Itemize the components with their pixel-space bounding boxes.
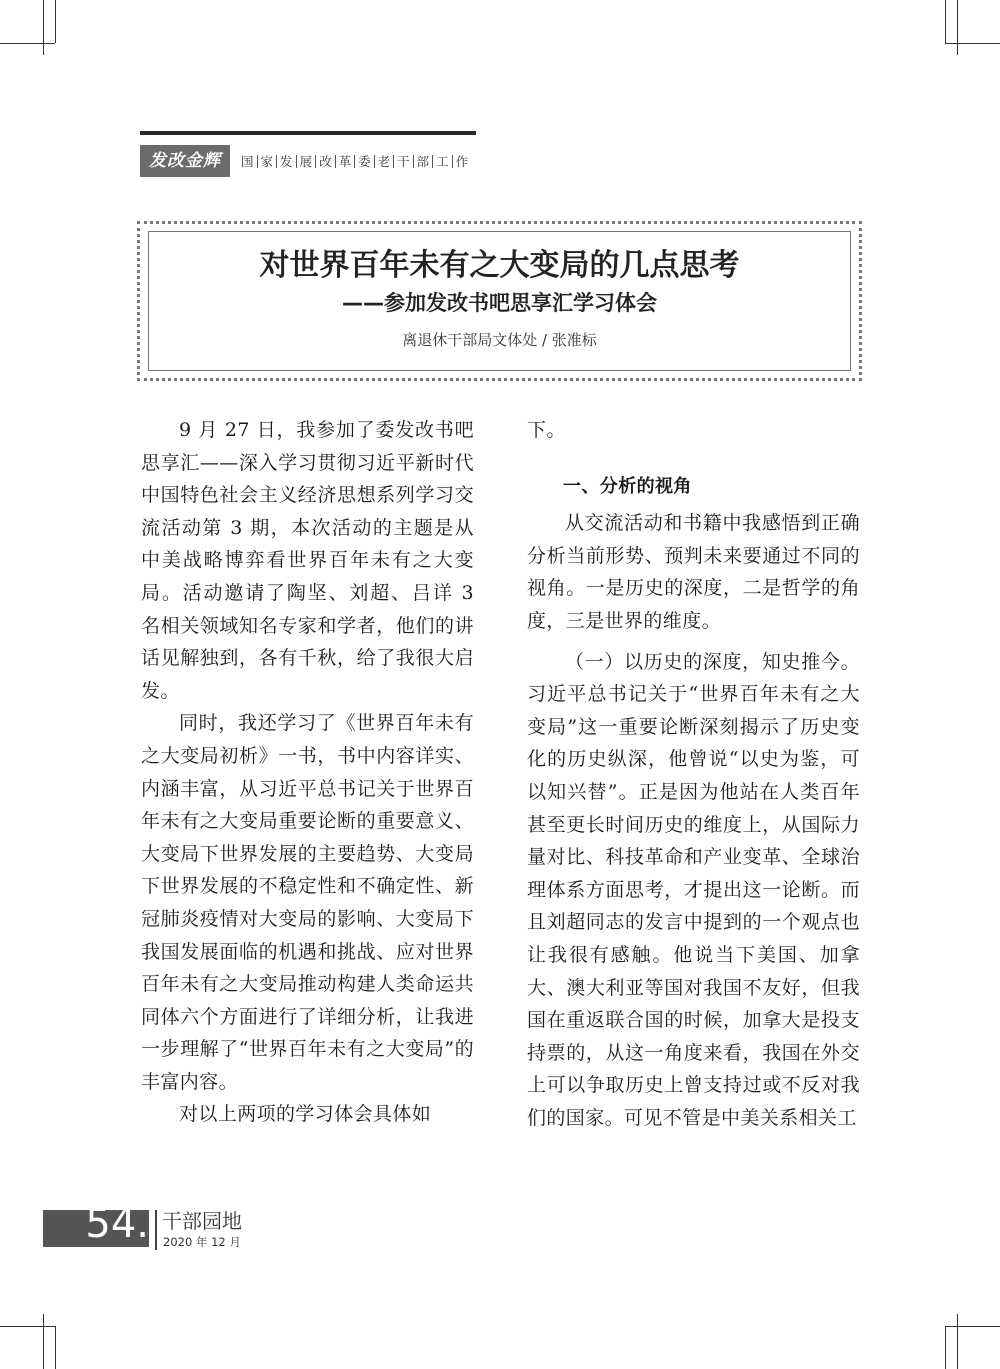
org-char: 革	[336, 155, 356, 168]
org-char: 干	[394, 155, 414, 168]
footer-divider	[155, 1210, 157, 1250]
magazine-name: 干部园地	[162, 1209, 242, 1233]
article-title: 对世界百年未有之大变局的几点思考	[259, 248, 740, 283]
org-char: 国	[238, 155, 258, 168]
crop-mark	[945, 43, 1000, 44]
right-column	[527, 414, 860, 1134]
crop-mark	[957, 1314, 958, 1369]
paragraph: （一）以历史的深度，知史推今。习近平总书记关于“世界百年未有之大变局”这一重要论断深刻揭示了历史变化的历史纵深，他曾说“以史为鉴，可以知兴替”。正是因为他站在人类百年甚至更长时间历史的维度上，从国际力量对比、科技革命和产业变革、全球治理体系方面思考，才提出这一论断。而且刘超同志的发言中提到的一个观点也让我很有感触。他说当下美国、加拿大、澳大利亚等国对我国不友好，但我国在重返联合国的时候，加拿大是投支持票的，从这一角度来看，我国在外交上可以争取历史上曾支持过或不反对我们的国家。可见不管是中美关系相关工	[527, 650, 860, 1129]
page-number: 54.	[85, 1201, 149, 1247]
crop-mark	[945, 0, 946, 43]
section-label: 发改金辉	[140, 145, 230, 177]
crop-mark	[55, 0, 56, 43]
left-column	[141, 414, 474, 1131]
article-subtitle: ——参加发改书吧思享汇学习体会	[342, 291, 657, 315]
crop-mark	[945, 1326, 1000, 1327]
paragraph: 同时，我还学习了《世界百年未有之大变局初析》一书，书中内容详实、内涵丰富，从习近平总书记关于世界百年未有之大变局重要论断的重要意义、大变局下世界发展的主要趋势、大变局下世界发展的不稳定性和不确定性、新冠肺炎疫情对大变局的影响、大变局下我国发展面临的机遇和挑战、应对世界百年未有之大变局推动构建人类命运共同体六个方面进行了详细分析，让我进一步理解了“世界百年未有之大变局”的丰富内容。	[141, 712, 474, 1093]
crop-mark	[945, 1326, 946, 1369]
org-char: 老	[375, 155, 395, 168]
org-char: 改	[316, 155, 336, 168]
org-name	[238, 150, 471, 172]
org-char: 部	[414, 155, 434, 168]
issue-date: 2020 年 12 月	[163, 1235, 241, 1249]
paragraph-continuation: 下。	[527, 419, 566, 441]
org-char: 工	[433, 155, 453, 168]
crop-mark	[0, 1326, 55, 1327]
org-char: 作	[455, 153, 469, 169]
paragraph: 9 月 27 日，我参加了委发改书吧思享汇——深入学习贯彻习近平新时代中国特色社会主义经济思想系列学习交流活动第 3 期，本次活动的主题是从中美战略博弈看世界百年未有之大变局。活动邀请了陶坚、刘超、吕详 3 名相关领域知名专家和学者，他们的讲话见解独到，各有千秋，给了我很大启发。	[141, 419, 474, 702]
org-char: 家	[258, 155, 278, 168]
crop-mark	[43, 1314, 44, 1369]
org-char: 委	[355, 155, 375, 168]
paragraph: 从交流活动和书籍中我感悟到正确分析当前形势、预判未来要通过不同的视角。一是历史的深度，二是哲学的角度，三是世界的维度。	[527, 512, 860, 632]
article-byline: 离退休干部局文体处 / 张准标	[402, 331, 597, 349]
paragraph: 对以上两项的学习体会具体如	[179, 1103, 432, 1126]
crop-mark	[43, 0, 44, 55]
org-char: 展	[297, 155, 317, 168]
header-rule	[140, 131, 476, 135]
section-heading: 一、分析的视角	[563, 475, 692, 497]
crop-mark	[957, 0, 958, 55]
crop-mark	[0, 43, 55, 44]
org-char: 发	[277, 155, 297, 168]
crop-mark	[55, 1326, 56, 1369]
